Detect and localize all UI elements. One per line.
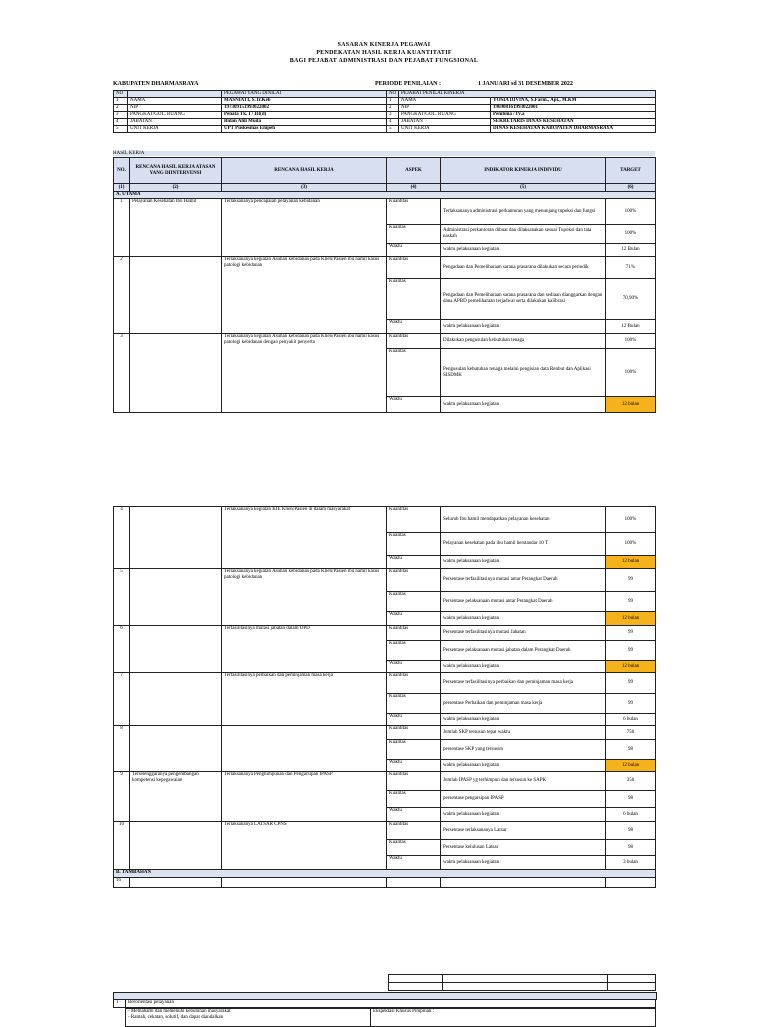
info-row-label: UNIT KERJA xyxy=(128,126,222,133)
item-indikator: waktu pelaksanaan kegiatan xyxy=(441,320,606,334)
info-row-no2: 4 xyxy=(387,119,399,126)
ekspektasi-label: Ekspektasi Khusus Pimpinan : xyxy=(371,1009,656,1027)
item-target: 98 xyxy=(606,740,656,760)
page3-empty-grid xyxy=(388,974,656,991)
item-target: 6 bulan xyxy=(606,808,656,822)
col-target: TARGET xyxy=(606,158,656,184)
doc-title-line3: BAGI PEJABAT ADMINISTRASI DAN PEJABAT FUNGSIONAL xyxy=(289,58,479,64)
info-row-label2: NAMA xyxy=(399,98,491,105)
grid-cell xyxy=(608,983,656,991)
info-row-value: 197309151993022002 xyxy=(222,105,387,112)
info-table xyxy=(113,90,656,133)
item-aspek: Kuantitas xyxy=(387,507,441,533)
item-target: 98 xyxy=(606,822,656,840)
item-aspek: Waktu xyxy=(387,714,441,726)
kabupaten-label: KABUPATEN DHARMASRAYA xyxy=(113,81,199,87)
info-row-value2: DINAS KESEHATAN KABUPATEN DHARMASRAYA xyxy=(491,126,656,133)
item-aspek: Kualitas xyxy=(387,694,441,714)
item-rencana-atasan xyxy=(130,334,222,413)
item-aspek: Waktu xyxy=(387,244,441,257)
item-rencana: Terlaksananya kegiatan KIE Klien/Pasien di dalam masyarakat xyxy=(222,507,387,569)
grid-cell xyxy=(443,975,608,983)
item-aspek: Kualitas xyxy=(387,592,441,612)
info-row-no: 4 xyxy=(114,119,128,126)
item-rencana: Terlaksananya kegiatan Asuhan kebidanan pada Klien/Pasien ibu hamil kasus patologi kebidanan xyxy=(222,257,387,334)
period-label: PERIODE PENILAIAN : xyxy=(375,81,442,87)
item-target: 750 xyxy=(606,726,656,740)
info-row-value2: 196908161993022001 xyxy=(491,105,656,112)
item-no: 8 xyxy=(114,726,130,772)
grid-cell xyxy=(443,983,608,991)
info-row-value2: YOSIA DIVINA, S.Farm., Apt., M.KM xyxy=(491,98,656,105)
col-indikator: INDIKATOR KINERJA INDIVIDU xyxy=(441,158,606,184)
info-row-label: NAMA xyxy=(128,98,222,105)
item-target: 99 xyxy=(606,626,656,641)
item-rencana: Terlaksananya LATSAR CPNS xyxy=(222,822,387,870)
info-row-no2: 2 xyxy=(387,105,399,112)
col-num-5: (5) xyxy=(441,184,606,192)
info-left-title: PEGAWAI YANG DINILAI xyxy=(222,91,387,98)
item-row xyxy=(114,673,656,694)
item-aspek: Kualitas xyxy=(387,279,441,320)
info-row-label2: NIP xyxy=(399,105,491,112)
item-aspek: Kuantitas xyxy=(387,334,441,349)
item-no: 10 xyxy=(114,822,130,870)
item-indikator: Persentase kelulusan Latsar xyxy=(441,840,606,856)
item-rencana-atasan xyxy=(130,822,222,870)
main-table-page2 xyxy=(113,506,656,888)
perilaku-label: Berorientasi pelayanan xyxy=(126,1000,656,1008)
item-indikator: persentase Perbaikan dan peminjaman masa kerja xyxy=(441,694,606,714)
page3-detail xyxy=(125,1008,656,1027)
item-no: 2 xyxy=(114,257,130,334)
tambahan-cell xyxy=(441,878,606,888)
item-indikator: waktu pelaksanaan kegiatan xyxy=(441,556,606,569)
item-target: 100% xyxy=(606,507,656,533)
item-indikator: waktu pelaksanaan kegiatan xyxy=(441,808,606,822)
section-tambahan: B. TAMBAHAN xyxy=(114,870,656,878)
item-indikator: Administrasi perkantoran dibuat dan dilaksanakan sesuai Tupoksi dan tata naskah xyxy=(441,225,606,244)
info-row-value: UPT Puskesmas Empeh xyxy=(222,126,387,133)
item-target: 98 xyxy=(606,840,656,856)
item-target: 12 Bulan xyxy=(606,320,656,334)
item-aspek: Kuantitas xyxy=(387,569,441,592)
item-row xyxy=(114,772,656,791)
info-row-no: 3 xyxy=(114,112,128,119)
item-rencana-atasan xyxy=(130,673,222,726)
item-target: 100% xyxy=(606,199,656,225)
grid-cell xyxy=(389,975,443,983)
item-indikator: Seluruh Ibu hamil mendapatkan pelayanan kesehatan xyxy=(441,507,606,533)
item-row xyxy=(114,257,656,279)
info-row-value: MASNIATI, S.Tr.Keb xyxy=(222,98,387,105)
grid-cell xyxy=(389,983,443,991)
item-aspek: Kualitas xyxy=(387,349,441,397)
item-rencana-atasan xyxy=(130,726,222,772)
info-row-no: 5 xyxy=(114,126,128,133)
item-indikator: Persentase pelaksanaan mutasi jabatan dalam Perangkat Daerah xyxy=(441,641,606,661)
item-no: 3 xyxy=(114,334,130,413)
item-indikator: Pengadaan dan Pemeliharaan sarana prasarana dan sediaan dianggarkan dengan dana APBD pemeliharaan terjadwal serta dilakukan kalibrasi xyxy=(441,279,606,320)
item-target: 100% xyxy=(606,225,656,244)
item-aspek: Kuantitas xyxy=(387,673,441,694)
page3-table xyxy=(113,999,656,1008)
item-aspek: Waktu xyxy=(387,397,441,413)
item-target: 100% xyxy=(606,334,656,349)
item-indikator: waktu pelaksanaan kegiatan xyxy=(441,397,606,413)
item-target: 3 bulan xyxy=(606,856,656,870)
item-indikator: Pelayanan kesehatan pada ibu hamil berstandar 10 T xyxy=(441,533,606,556)
col-num-1: (1) xyxy=(114,184,130,192)
item-row xyxy=(114,726,656,740)
item-indikator: waktu pelaksanaan kegiatan xyxy=(441,612,606,626)
info-row-label: PANGKAT/GOL. RUANG xyxy=(128,112,222,119)
item-target: 100% xyxy=(606,349,656,397)
item-target: 71% xyxy=(606,257,656,279)
item-target: 12 bulan xyxy=(606,397,656,413)
doc-title-line2: PENDEKATAN HASIL KERJA KUANTITATIF xyxy=(316,50,452,56)
item-target: 12 bulan xyxy=(606,760,656,772)
col-num-6: (6) xyxy=(606,184,656,192)
item-target: 99 xyxy=(606,569,656,592)
info-row-label2: PANGKAT/GOL. RUANG xyxy=(399,112,491,119)
main-table-page1 xyxy=(113,157,656,413)
item-indikator: waktu pelaksanaan kegiatan xyxy=(441,760,606,772)
item-indikator: Persentase terfasilitasinya perbaikan dan peminjaman masa kerja xyxy=(441,673,606,694)
item-target: 12 bulan xyxy=(606,556,656,569)
item-indikator: Persentase terfasilitasinya mutasi Jabatan xyxy=(441,626,606,641)
item-target: 70,90% xyxy=(606,279,656,320)
col-rencana-atasan: RENCANA HASIL KERJA ATASAN YANG DIINTERVENSI xyxy=(130,158,222,184)
item-rencana-atasan xyxy=(130,626,222,673)
item-aspek: Kualitas xyxy=(387,533,441,556)
item-target: 12 bulan xyxy=(606,661,656,673)
info-row-no2: 3 xyxy=(387,112,399,119)
item-aspek: Kualitas xyxy=(387,225,441,244)
info-row-no: 1 xyxy=(114,98,128,105)
info-no-header-2: NO xyxy=(387,91,399,98)
item-aspek: Waktu xyxy=(387,760,441,772)
hasil-kerja-label: HASIL KERJA xyxy=(113,151,655,156)
period-value: 1 JANUARI sd 31 DESEMBER 2022 xyxy=(478,81,573,87)
item-indikator: waktu pelaksanaan kegiatan xyxy=(441,856,606,870)
item-aspek: Waktu xyxy=(387,612,441,626)
item-rencana-atasan xyxy=(130,569,222,626)
col-num-4: (4) xyxy=(387,184,441,192)
item-aspek: Waktu xyxy=(387,808,441,822)
item-target: 350 xyxy=(606,772,656,791)
item-no: 4 xyxy=(114,507,130,569)
item-rencana: Terlaksananya kegiatan Asuhan kebidanan pada Klien/Pasien ibu hamil kasus patologi kebidanan dengan penyakit penyerta xyxy=(222,334,387,413)
item-aspek: Waktu xyxy=(387,856,441,870)
perilaku-bullet-1: - Memahami dan memenuhi kebutuhan masyarakat xyxy=(128,1009,231,1014)
item-rencana: Terfasilitasinya mutasi jabatan dalam OPD xyxy=(222,626,387,673)
item-indikator: Persentase terlaksananya Latsar xyxy=(441,822,606,840)
item-row xyxy=(114,199,656,225)
item-no: 9 xyxy=(114,772,130,822)
tambahan-cell xyxy=(387,878,441,888)
info-row-value2: Pembina / IV.a xyxy=(491,112,656,119)
item-target: 6 bulan xyxy=(606,714,656,726)
item-row xyxy=(114,822,656,840)
item-indikator: Pengadaan dan Pemeliharaan sarana prasarana dilakukan secara periodik xyxy=(441,257,606,279)
item-rencana-atasan: Terselenggaranya pengembangan kompetensi kepegawaian xyxy=(130,772,222,822)
tambahan-cell xyxy=(130,878,222,888)
item-indikator: Dilakukan pengusulan kebutuhan tenaga xyxy=(441,334,606,349)
info-row-label2: UNIT KERJA xyxy=(399,126,491,133)
item-target: 100% xyxy=(606,533,656,556)
item-target: 99 xyxy=(606,694,656,714)
tambahan-cell xyxy=(606,878,656,888)
item-indikator: waktu pelaksanaan kegiatan xyxy=(441,244,606,257)
item-indikator: waktu pelaksanaan kegiatan xyxy=(441,714,606,726)
item-rencana: Terlaksananya kegiatan Asuhan kebidanan pada Klien/Pasien ibu hamil kasus patologi kebidanan xyxy=(222,569,387,626)
tambahan-row-no: 16 xyxy=(114,878,130,888)
item-no: 5 xyxy=(114,569,130,626)
item-no: 7 xyxy=(114,673,130,726)
item-row xyxy=(114,507,656,533)
item-aspek: Kualitas xyxy=(387,740,441,760)
item-aspek: Kuantitas xyxy=(387,257,441,279)
item-target: 98 xyxy=(606,791,656,808)
item-rencana-atasan: Pelayanan Kesehatan Ibu Hamil xyxy=(130,199,222,257)
item-indikator: waktu pelaksanaan kegiatan xyxy=(441,661,606,673)
item-target: 99 xyxy=(606,673,656,694)
info-row-label2: JABATAN xyxy=(399,119,491,126)
info-right-title: PEJABAT PENILAI KINERJA xyxy=(399,91,656,98)
item-target: 99 xyxy=(606,641,656,661)
item-indikator: persentase SKP yang tersusun xyxy=(441,740,606,760)
tambahan-cell xyxy=(222,878,387,888)
item-rencana: Terfasilitasinya perbaikan dan peminjaman masa kerja xyxy=(222,673,387,726)
item-indikator: Pengusulan kebutuhan tenaga melalui pengisian data Renbut dan Aplikasi SISDMK xyxy=(441,349,606,397)
info-row-value: Bidan Ahli Muda xyxy=(222,119,387,126)
perilaku-bullet-2: - Ramah, cekatan, solutif, dan dapat diandalkan xyxy=(128,1015,224,1020)
item-aspek: Kualitas xyxy=(387,840,441,856)
info-row-value: Penata Tk. I / III(d) xyxy=(222,112,387,119)
item-aspek: Kuantitas xyxy=(387,772,441,791)
col-aspek: ASPEK xyxy=(387,158,441,184)
info-row-no2: 5 xyxy=(387,126,399,133)
item-indikator: Terlaksananya administrasi perkantoran yang menunjang tupoksi dan fungsi xyxy=(441,199,606,225)
info-row-label: JABATAN xyxy=(128,119,222,126)
item-row xyxy=(114,334,656,349)
item-indikator: persentase pengarsipan IPASP xyxy=(441,791,606,808)
info-row-no2: 1 xyxy=(387,98,399,105)
item-aspek: Kualitas xyxy=(387,791,441,808)
item-aspek: Kualitas xyxy=(387,641,441,661)
section-utama: A. UTAMA xyxy=(114,192,656,199)
item-indikator: Jumlah SKP tersusun tepat waktu xyxy=(441,726,606,740)
info-empty xyxy=(128,91,222,98)
item-aspek: Waktu xyxy=(387,320,441,334)
item-aspek: Kuantitas xyxy=(387,726,441,740)
item-indikator: Persentase terfasilitasinya mutasi antar Perangkat Daerah xyxy=(441,569,606,592)
item-aspek: Waktu xyxy=(387,661,441,673)
item-aspek: Kuantitas xyxy=(387,626,441,641)
item-aspek: Waktu xyxy=(387,556,441,569)
col-num-2: (2) xyxy=(130,184,222,192)
item-rencana-atasan xyxy=(130,257,222,334)
info-no-header: NO xyxy=(114,91,128,98)
perilaku-no: 1 xyxy=(114,1000,126,1008)
item-aspek: Kuantitas xyxy=(387,199,441,225)
col-no: NO. xyxy=(114,158,130,184)
info-row-no: 2 xyxy=(114,105,128,112)
item-no: 6 xyxy=(114,626,130,673)
item-indikator: Persentase pelaksanaan mutasi antar Perangkat Daerah xyxy=(441,592,606,612)
item-indikator: Jumlah IPASP yg terhimpun dan tersusun ke SAPK xyxy=(441,772,606,791)
item-row xyxy=(114,569,656,592)
grid-cell xyxy=(608,975,656,983)
item-rencana: Terlaksananya pencapaian pelayanan kebidanan xyxy=(222,199,387,257)
item-target: 12 bulan xyxy=(606,612,656,626)
item-row xyxy=(114,626,656,641)
item-aspek: Kuantitas xyxy=(387,822,441,840)
item-rencana-atasan xyxy=(130,507,222,569)
doc-title-line1: SASARAN KINERJA PEGAWAI xyxy=(337,42,431,48)
item-rencana xyxy=(222,726,387,772)
item-target: 99 xyxy=(606,592,656,612)
info-row-value2: SEKRETARIS DINAS KESEHATAN xyxy=(491,119,656,126)
item-rencana: Terlaksananya Penghimpunan dan Pengarsipan IPASP xyxy=(222,772,387,822)
item-no: 1 xyxy=(114,199,130,257)
info-row-label: NIP xyxy=(128,105,222,112)
col-rencana: RENCANA HASIL KERJA xyxy=(222,158,387,184)
item-target: 12 Bulan xyxy=(606,244,656,257)
col-num-3: (3) xyxy=(222,184,387,192)
